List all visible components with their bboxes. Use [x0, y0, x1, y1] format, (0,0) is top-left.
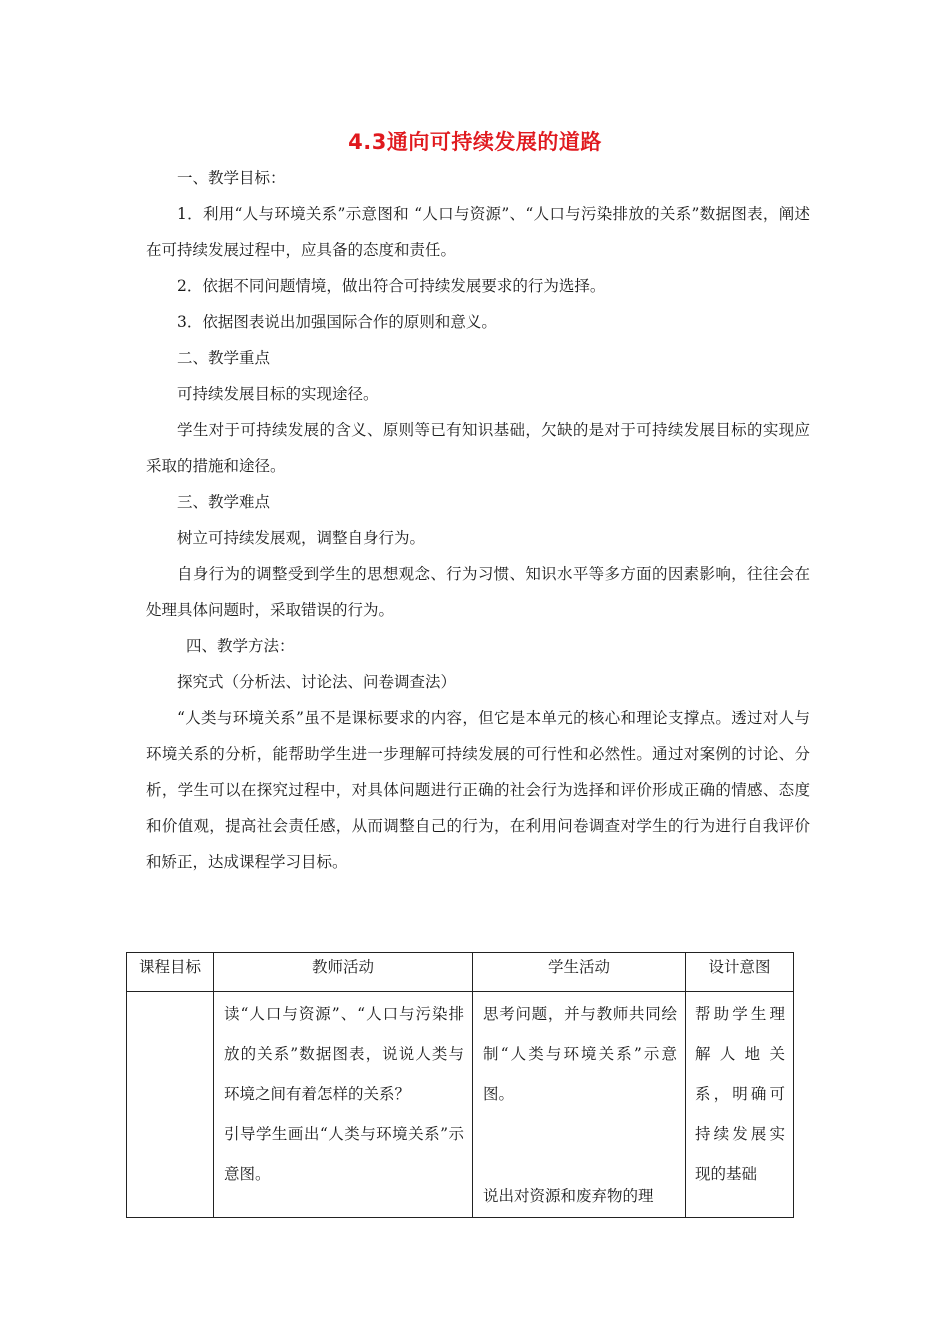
teacher-activity-text-1: 读“人口与资源”、“人口与污染排放的关系”数据图表，说说人类与环境之间有着怎样的关系？	[224, 1005, 464, 1103]
cell-student-activity	[473, 992, 686, 1218]
difficulties-paragraph-1: 树立可持续发展观，调整自身行为。	[177, 529, 426, 547]
key-points-paragraph-2: 学生对于可持续发展的含义、原则等已有知识基础，欠缺的是对于可持续发展目标的实现应采取的措施和途径。	[146, 421, 810, 475]
cell-course-goal	[127, 992, 214, 1218]
key-points-paragraph-1: 可持续发展目标的实现途径。	[177, 385, 379, 403]
student-activity-text-2: 说出对资源和废弃物的理	[483, 1187, 654, 1205]
cell-teacher-activity	[214, 992, 473, 1218]
student-activity-text-1: 思考问题，并与教师共同绘制“人类与环境关系”示意图。	[483, 1005, 677, 1103]
objective-item-1: 1．利用“人与环境关系”示意图和 “人口与资源”、“人口与污染排放的关系”数据图表，阐述在可持续发展过程中，应具备的态度和责任。	[146, 205, 810, 259]
header-student-activity: 学生活动	[473, 953, 686, 992]
section-heading-methods: 四、教学方法：	[186, 637, 295, 655]
lesson-plan-table	[126, 952, 794, 1218]
section-heading-difficulties: 三、教学难点	[177, 493, 271, 511]
table-row	[127, 992, 794, 1218]
methods-paragraph-2: “人类与环境关系”虽不是课标要求的内容，但它是本单元的核心和理论支撑点。透过对人与环境关系的分析，能帮助学生进一步理解可持续发展的可行性和必然性。通过对案例的讨论、分析，学生可以在探究过程中，对具体问题进行正确的社会行为选择和评价形成正确的情感、态度和价值观，提高社会责任感，从而调整自己的行为，在利用问卷调查对学生的行为进行自我评价和矫正，达成课程学习目标。	[146, 709, 810, 871]
document-title: 4.3通向可持续发展的道路	[348, 130, 602, 154]
objective-item-3: 3．依据图表说出加强国际合作的原则和意义。	[177, 313, 497, 331]
teacher-activity-text-2: 引导学生画出“人类与环境关系”示意图。	[224, 1125, 464, 1183]
course-goal-text	[127, 992, 213, 994]
section-heading-objectives: 一、教学目标：	[177, 169, 286, 187]
design-intent-text: 帮助学生理解人地关系，明确可持续发展实现的基础	[695, 1005, 785, 1183]
objective-item-2: 2．依据不同问题情境，做出符合可持续发展要求的行为选择。	[177, 277, 606, 295]
table-header-row	[127, 953, 794, 992]
section-heading-key-points: 二、教学重点	[177, 349, 271, 367]
document-body	[146, 160, 810, 880]
header-teacher-activity: 教师活动	[214, 953, 473, 992]
difficulties-paragraph-2: 自身行为的调整受到学生的思想观念、行为习惯、知识水平等多方面的因素影响，往往会在处理具体问题时，采取错误的行为。	[146, 565, 810, 619]
header-course-goal: 课程目标	[127, 953, 214, 992]
cell-design-intent	[686, 992, 794, 1218]
header-design-intent: 设计意图	[686, 953, 794, 992]
methods-paragraph-1: 探究式（分析法、讨论法、问卷调查法）	[177, 673, 457, 691]
